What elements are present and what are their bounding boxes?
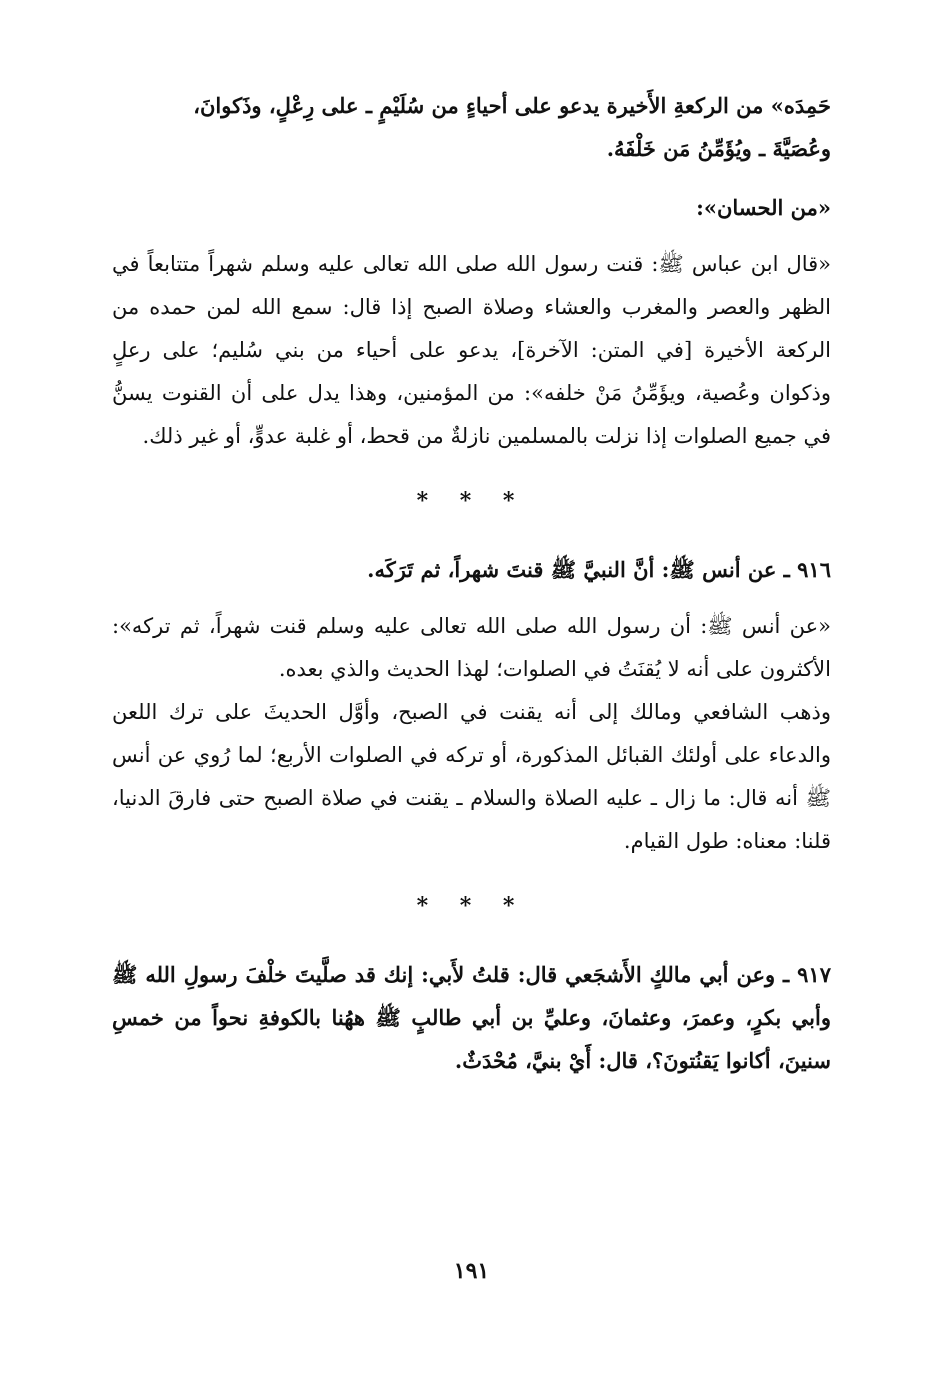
hadith-917: ٩١٧ ـ وعن أبي مالكٍ الأَشجَعي قال: قلتُ لأَبي: إنك قد صلَّيتَ خلْفَ رسولِ الله ﷺ وأبي بكرٍ، وعمرَ، وعثمانَ، وعليِّ بن أبي طالبٍ ﷺ ههُنا بالكوفةِ نحواً من خمسِ سنينَ، أكانوا يَقنُتونَ؟، قال: أَيْ بنيَّ، مُحْدَثٌ. [112,962,831,1073]
page-number: ١٩١ [453,1258,490,1284]
section-heading-hisan: «من الحسان»: [696,195,831,220]
commentary-916-paragraph-1: «عن أنس ﷺ: أن رسول الله صلى الله تعالى عليه وسلم قنت شهراً، ثم تركه»: الأكثرون على أنه لا يُقنَتُ في الصلوات؛ لهذا الحديث والذي بعده. [112,614,831,681]
section-separator-2: * * * [416,893,527,919]
commentary-916-paragraph-2: وذهب الشافعي ومالك إلى أنه يقنت في الصبح، وأوَّل الحديثَ على ترك اللعن والدعاء على أولئك القبائل المذكورة، أو تركه في الصلوات الأربع؛ لما رُوي عن أنس ﷺ أنه قال: ما زال ـ عليه الصلاة والسلام ـ يقنت في صلاة الصبح حتى فارقَ الدنيا، قلنا: معناه: طول القيام. [112,700,831,853]
hadith-continuation-line-2: وعُصَيَّةَ ـ ويُؤَمِّنُ مَن خَلْفَهُ. [606,136,831,161]
hadith-continuation-line-1: حَمِدَه» من الركعةِ الأَخيرة يدعو على أحياءٍ من سُلَيْمٍ ـ على رِعْلٍ، وذَكوانَ، [193,93,831,118]
commentary-paragraph-1: «قال ابن عباس ﷺ: قنت رسول الله صلى الله تعالى عليه وسلم شهراً متتابعاً في الظهر والعصر والمغرب والعشاء وصلاة الصبح إذا قال: سمع الله لمن حمده من الركعة الأخيرة [في المتن: الآخرة]، يدعو على أحياء من بني سُليم؛ على رعلٍ وذكوان وعُصية، ويؤَمِّنُ مَنْ خلفه»: من المؤمنين، وهذا يدل على أن القنوت يسنُّ في جميع الصلوات إذا نزلت بالمسلمين نازلةٌ من قحط، أو غلبة عدوٍّ، أو غير ذلك. [112,252,831,448]
section-separator-1: * * * [416,488,527,514]
hadith-916: ٩١٦ ـ عن أنس ﷺ: أنَّ النبيَّ ﷺ قنتَ شهراً، ثم تَرَكَه. [367,557,831,582]
